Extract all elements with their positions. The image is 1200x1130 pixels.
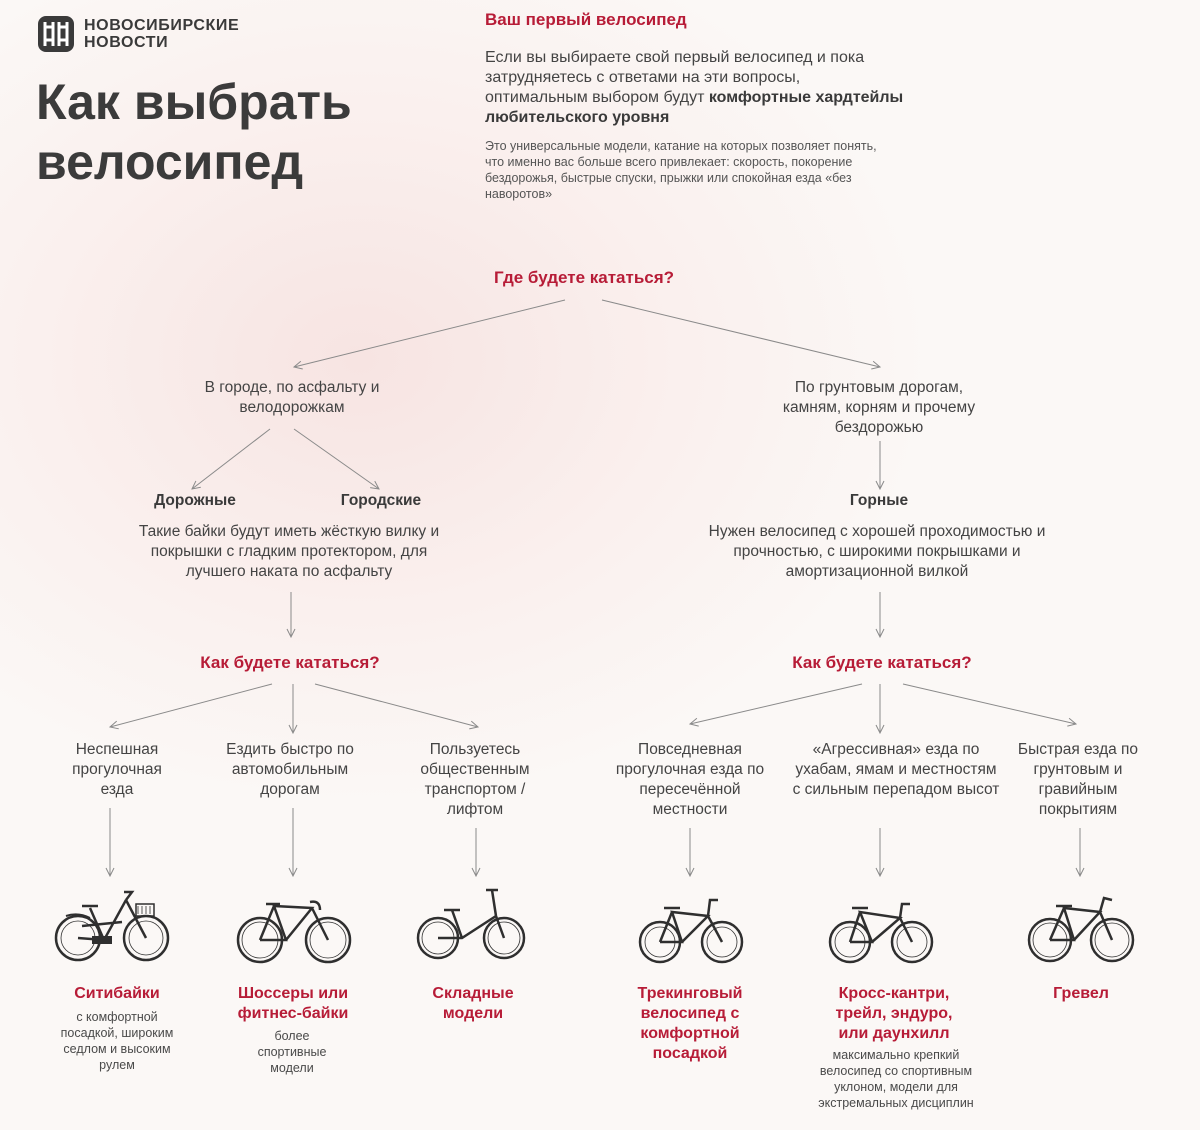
brand-name: НОВОСИБИРСКИЕ НОВОСТИ xyxy=(84,17,240,51)
option-fast-road: Ездить быстро по автомобильным дорогам xyxy=(226,741,354,798)
intro-heading: Ваш первый велосипед xyxy=(485,10,687,29)
question-how-city: Как будете кататься? xyxy=(200,653,380,672)
result-folding: Складные модели xyxy=(432,985,514,1022)
road-bike-icon xyxy=(234,892,354,968)
result-gravel: Гревел xyxy=(1053,985,1109,1002)
intro-paragraph: Если вы выбираете свой первый велосипед и пока затрудняетесь с ответами на эти вопросы, оптимальным выбором будут комфортные хардтейлы любительского уровня xyxy=(485,49,904,126)
option-everyday-offroad: Повседневная прогулочная езда по пересечённой местности xyxy=(615,741,765,818)
gravel-bike-icon xyxy=(1024,892,1136,968)
question-how-offroad: Как будете кататься? xyxy=(792,653,972,672)
intro-note: Это универсальные модели, катание на которых позволяет понять, что именно вас больше всего привлекает: скорость, покорение бездорожья, быстрые спуски, прыжки или спокойная езда «без наворотов» xyxy=(485,139,877,201)
trekking-bike-icon xyxy=(636,892,746,968)
offroad-description: Нужен велосипед с хорошей проходимостью и прочностью, с широкими покрышками и амортизационной вилкой xyxy=(708,523,1046,580)
note-citybikes: с комфортной посадкой, широким седлом и высоким рулем xyxy=(60,1010,174,1072)
result-trekking: Трекинговый велосипед с комфортной посадкой xyxy=(637,985,743,1062)
option-transport: Пользуетесь общественным транспортом / лифтом xyxy=(420,741,530,818)
question-where: Где будете кататься? xyxy=(493,268,675,287)
city-bike-icon xyxy=(52,886,172,966)
result-road-bikes: Шоссеры или фитнес-байки xyxy=(237,985,349,1022)
option-city: В городе, по асфальту и велодорожкам xyxy=(204,379,380,416)
option-gravel-ride: Быстрая езда по грунтовым и гравийным покрытиям xyxy=(1017,741,1139,818)
option-aggressive: «Агрессивная» езда по ухабам, ямам и местностям с сильным перепадом высот xyxy=(792,741,1000,798)
option-leisure: Неспешная прогулочная езда xyxy=(72,741,162,798)
result-citybikes: Ситибайки xyxy=(74,985,160,1002)
page-title: Как выбрать велосипед xyxy=(36,74,352,190)
type-road: Дорожные xyxy=(154,492,236,509)
type-mountain: Горные xyxy=(849,492,909,509)
mountain-bike-icon xyxy=(826,894,936,970)
result-mtb: Кросс-кантри, трейл, эндуро, или даунхилл xyxy=(835,985,953,1042)
folding-bike-icon xyxy=(412,884,532,964)
option-offroad: По грунтовым дорогам, камням, корням и прочему бездорожью xyxy=(782,379,976,436)
type-city: Городские xyxy=(340,492,422,509)
city-description: Такие байки будут иметь жёсткую вилку и покрышки с гладким протектором, для лучшего наката по асфальту xyxy=(138,523,440,580)
note-road-bikes: более спортивные модели xyxy=(257,1029,327,1075)
note-mtb: максимально крепкий велосипед со спортивным уклоном, модели для экстремальных дисциплин xyxy=(818,1048,974,1110)
